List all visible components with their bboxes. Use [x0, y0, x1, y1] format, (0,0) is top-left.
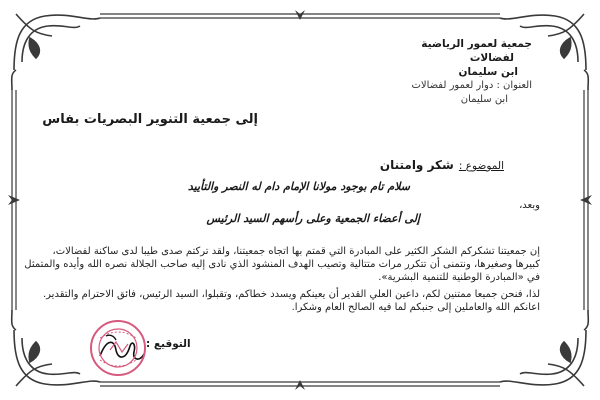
greeting-line: سلام تام بوجود مولانا الإمام دام له النصر والتأييد: [187, 180, 410, 193]
subject-label: الموضوع :: [458, 160, 504, 172]
corner-ornament-top-left: [12, 14, 100, 90]
handwritten-signature: [96, 330, 146, 370]
subject-value: شكر وامتنان: [379, 158, 454, 172]
body-line-1: إن جمعيتنا تشكركم الشكر الكثير على المبادرة التي قمتم بها اتجاه جمعيتنا، ولقد تركتم صدى طيبا لدى ساكنة لفضالات،: [52, 246, 540, 257]
body-line-3: في «المبادرة الوطنية للتنمية البشرية».: [378, 272, 540, 283]
org-name-line1: جمعية لعمور الرياضية: [421, 38, 532, 50]
corner-ornament-bottom-left: [12, 310, 100, 386]
signature-label: التوقيع :: [146, 338, 191, 350]
address-to-line: إلى أعضاء الجمعية وعلى رأسهم السيد الرئيس: [206, 212, 420, 225]
edge-ornament-left: [8, 195, 20, 205]
body-line-2: كبيرها وصغيرها، ونتمنى أن تتكرر مرات متتالية وتصيب الهدف المنشود الذي نادى إليه صاحب الجلالة نصره الله وأيده والمتمثل: [24, 259, 540, 270]
address-line2: ابن سليمان: [460, 94, 508, 105]
address-line1: العنوان : دوار لعمور لفضالات: [411, 80, 532, 91]
subject-line: [380, 154, 504, 173]
org-name-line2: لفضالات: [469, 52, 514, 64]
recipient-line: إلى جمعية التنوير البصريات بفاس: [42, 112, 258, 127]
org-name-line3: ابن سليمان: [458, 66, 518, 78]
wabaad-line: وبعد،: [519, 200, 540, 211]
body-line-4: لذا، فنحن جميعا ممتنين لكم، داعين العلي القدير أن يعينكم ويسدد خطاكم، وتقبلوا، السيد الرئيس، فائق الاحترام والتقدير.: [42, 289, 540, 300]
edge-ornament-right: [580, 195, 592, 205]
edge-ornament-bottom: [295, 380, 305, 390]
corner-ornament-bottom-right: [500, 310, 588, 386]
body-line-5: اعانكم الله والعاملين إلى جنبكم لما فيه الصالح العام وشكرا.: [291, 302, 540, 313]
edge-ornament-top: [295, 10, 305, 20]
